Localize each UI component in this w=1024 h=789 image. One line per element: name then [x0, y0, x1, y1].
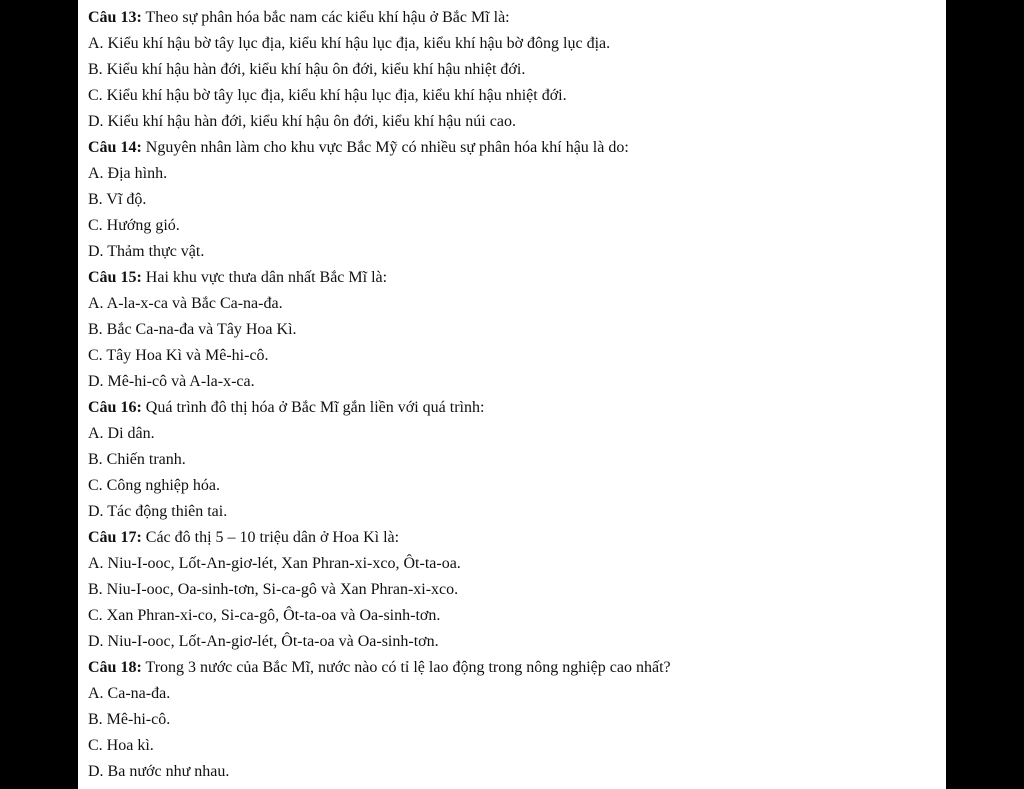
answer-option: B. Kiểu khí hậu hàn đới, kiểu khí hậu ôn đới, kiểu khí hậu nhiệt đới.	[88, 61, 526, 78]
answer-option: D. Tác động thiên tai.	[88, 503, 228, 520]
answer-option: D. Mê-hi-cô và A-la-x-ca.	[88, 373, 255, 390]
answer-option: C. Tây Hoa Kì và Mê-hi-cô.	[88, 347, 269, 364]
answer-option: B. Vĩ độ.	[88, 191, 147, 208]
answer-option: A. Địa hình.	[88, 165, 168, 182]
question-text: Theo sự phân hóa bắc nam các kiểu khí hậu ở Bắc Mĩ là:	[141, 9, 510, 26]
answer-option: A. Di dân.	[88, 425, 155, 442]
question-number: Câu 18:	[88, 659, 142, 676]
question-line	[88, 395, 936, 421]
answer-option: D. Kiểu khí hậu hàn đới, kiểu khí hậu ôn đới, kiểu khí hậu núi cao.	[88, 113, 516, 130]
answer-option: A. Kiểu khí hậu bờ tây lục địa, kiểu khí hậu lục địa, kiểu khí hậu bờ đông lục địa.	[88, 35, 611, 52]
question-line	[88, 135, 936, 161]
answer-option: B. Mê-hi-cô.	[88, 711, 171, 728]
answer-option: B. Chiến tranh.	[88, 451, 186, 468]
question-text: Các đô thị 5 – 10 triệu dân ở Hoa Kì là:	[141, 529, 400, 546]
question-line	[88, 5, 936, 31]
answer-option: C. Kiểu khí hậu bờ tây lục địa, kiểu khí hậu lục địa, kiểu khí hậu nhiệt đới.	[88, 87, 567, 104]
answer-option: B. Niu-I-ooc, Oa-sinh-tơn, Si-ca-gô và Xan Phran-xi-xco.	[88, 581, 459, 598]
document-page	[78, 0, 946, 789]
answer-option: C. Xan Phran-xi-co, Si-ca-gô, Ôt-ta-oa và Oa-sinh-tơn.	[88, 607, 441, 624]
question-number: Câu 17:	[88, 529, 142, 546]
answer-option: B. Bắc Ca-na-đa và Tây Hoa Kì.	[88, 321, 297, 338]
answer-option: A. A-la-x-ca và Bắc Ca-na-đa.	[88, 295, 283, 312]
answer-option: C. Hoa kì.	[88, 737, 154, 754]
question-number: Câu 13:	[88, 9, 142, 26]
question-text: Quá trình đô thị hóa ở Bắc Mĩ gắn liền với quá trình:	[141, 399, 485, 416]
answer-option: D. Ba nước như nhau.	[88, 763, 230, 780]
answer-option: D. Thảm thực vật.	[88, 243, 205, 260]
question-number: Câu 15:	[88, 269, 142, 286]
question-text: Hai khu vực thưa dân nhất Bắc Mĩ là:	[141, 269, 388, 286]
answer-option: C. Công nghiệp hóa.	[88, 477, 220, 494]
answer-option: D. Niu-I-ooc, Lốt-An-giơ-lét, Ôt-ta-oa và Oa-sinh-tơn.	[88, 633, 439, 650]
question-text: Trong 3 nước của Bắc Mĩ, nước nào có tỉ lệ lao động trong nông nghiệp cao nhất?	[141, 659, 671, 676]
question-number: Câu 14:	[88, 139, 142, 156]
question-number: Câu 16:	[88, 399, 142, 416]
question-line	[88, 525, 936, 551]
answer-option: C. Hướng gió.	[88, 217, 180, 234]
question-line	[88, 655, 936, 681]
answer-option: A. Ca-na-đa.	[88, 685, 171, 702]
document-content	[88, 5, 936, 785]
question-line	[88, 265, 936, 291]
answer-option: A. Niu-I-ooc, Lốt-An-giơ-lét, Xan Phran-xi-xco, Ôt-ta-oa.	[88, 555, 461, 572]
question-text: Nguyên nhân làm cho khu vực Bắc Mỹ có nhiều sự phân hóa khí hậu là do:	[141, 139, 629, 156]
